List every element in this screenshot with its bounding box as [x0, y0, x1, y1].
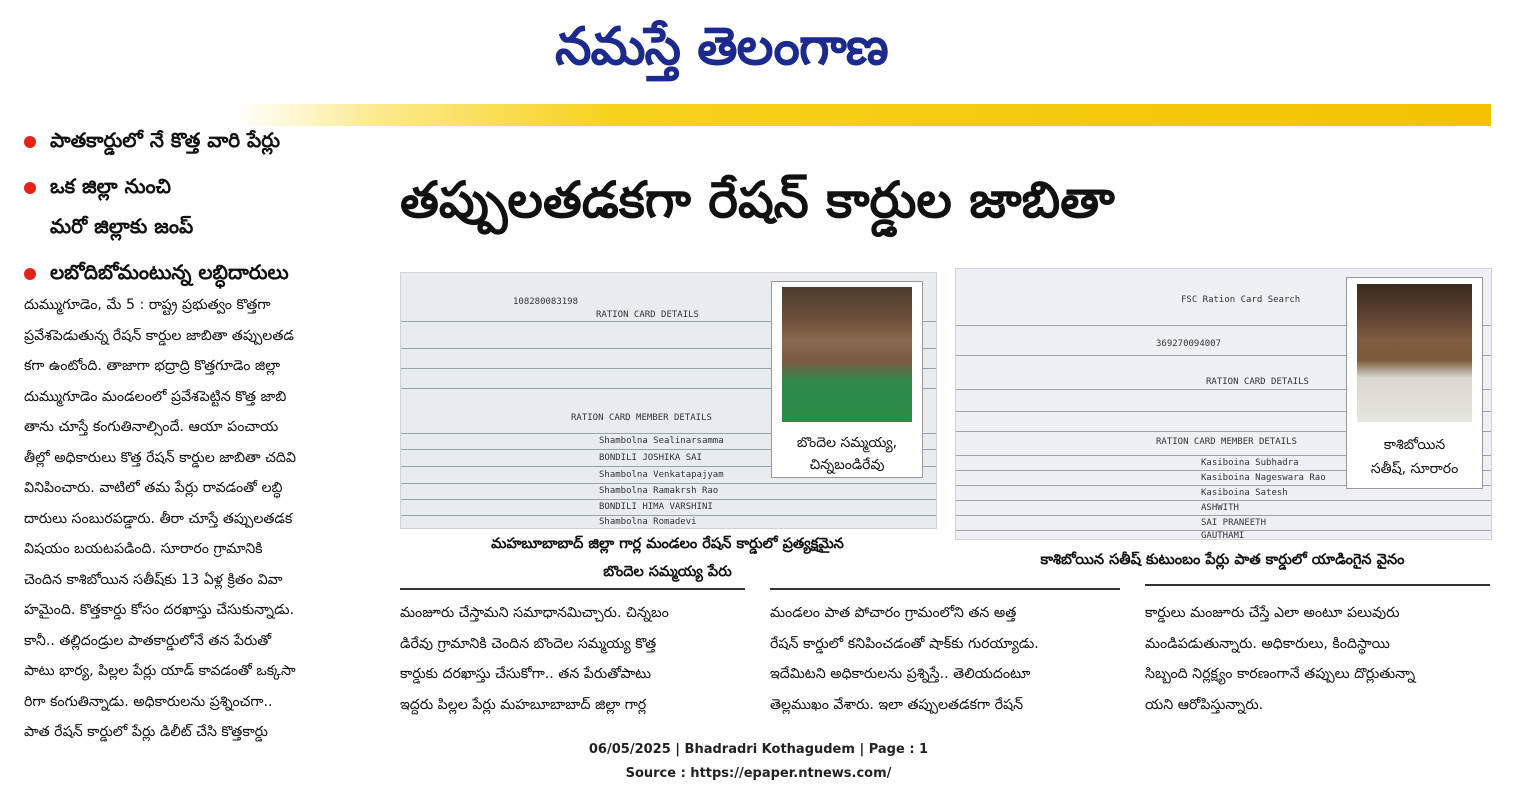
highlight-item: లబోదిబోమంటున్న లబ్ధిదారులు: [24, 260, 289, 289]
ration-card-photo-1: 108280083198 RATION CARD DETAILS RATION CARD MEMBER DETAILS Shambolna Sealinarsamma BONDILI JOSHIKA SAI Shambolna Venkatapajyam Shambolna Ramakrsh Rao BONDILI HIMA VARSHINI Shambolna Romadevi బొందెల సమ్మయ్య, చిన్నబండిరేవు: [400, 272, 937, 529]
highlight-item: ఒక జిల్లా నుంచి: [24, 174, 171, 203]
bullet-icon: [24, 182, 36, 194]
divider: [400, 588, 745, 590]
photo-2-caption: కాశిబోయిన సతీష్ కుటుంబం పేర్లు పాత కార్డులో యాడింగైన వైనం: [1040, 552, 1405, 568]
divider: [1145, 584, 1490, 586]
headline: తప్పులతడకగా రేషన్ కార్డుల జాబితా: [400, 171, 1115, 229]
portrait-satish: కాశిబోయిన సతీష్, సూరారం: [1346, 277, 1483, 489]
page-footer: 06/05/2025 | Bhadradri Kothagudem | Page : 1 Source : https://epaper.ntnews.com/: [588, 742, 929, 781]
bullet-icon: [24, 136, 36, 148]
highlight-item: మరో జిల్లాకు జంప్: [50, 214, 194, 238]
portrait-sammayya: బొందెల సమ్మయ్య, చిన్నబండిరేవు: [771, 281, 923, 478]
article-column-4: కార్డులు మంజూరు చేస్తే ఎలా అంటూ పలువురు మండిపడుతున్నారు. అధికారులు, కిందిస్థాయి సిబ్బంది నిర్లక్ష్యం కారణంగానే తప్పులు దొర్లుతున్నా యని ఆరోపిస్తున్నారు.: [1145, 605, 1416, 713]
divider: [770, 588, 1120, 590]
article-column-3: మండలం పాత పోచారం గ్రామంలోని తన అత్త రేషన్ కార్డులో కనిపించడంతో షాక్‌కు గురయ్యాడు. ఇదేమిటని అధికారులను ప్రశ్నిస్తే.. తెలియదంటూ తెల్లముఖం వేశారు. ఇలా తప్పులతడకగా రేషన్: [770, 605, 1039, 713]
photo-1-caption: మహబూబాబాద్ జిల్లా గార్ల మండలం రేషన్ కార్డులో ప్రత్యక్షమైన బొందెల సమ్మయ్య పేరు: [491, 536, 844, 580]
article-column-1: దుమ్ముగూడెం, మే 5 : రాష్ట్ర ప్రభుత్వం కొత్తగా ప్రవేశపెడుతున్న రేషన్ కార్డుల జాబితా తప్పులతడ కగా ఉంటోంది. తాజాగా భద్రాద్రి కొత్తగూడెం జిల్లా దుమ్ముగూడెం మండలంలో ప్రవేశపెట్టిన కొత్త జాబి తాను చూస్తే కంగుతినాల్సిందే. ఆయా పంచాయ తీల్లో అధికారులు కొత్త రేషన్ కార్డుల జాబితా చదివి వినిపించారు. వాటిలో తమ పేర్లు రావడంతో లబ్ధి దారులు సంబురపడ్డారు. తీరా చూస్తే తప్పులతడక విషయం బయటపడింది. సూరారం గ్రామానికి చెందిన కాశిబోయిన సతీష్‌కు 13 ఏళ్ల క్రితం వివా హమైంది. కొత్తకార్డు కోసం దరఖాస్తు చేసుకున్నాడు. కానీ.. తల్లిదండ్రుల పాతకార్డులోనే తన పేరుతో పాటు భార్య, పిల్లల పేర్లు యాడ్ కావడంతో ఒక్కసా రిగా కంగుతిన్నాడు. అధికారులను ప్రశ్నించగా.. పాత రేషన్ కార్డులో పేర్లు డిలీట్ చేసి కొత్తకార్డు: [24, 297, 296, 740]
person-photo: [1357, 284, 1472, 422]
masthead-logo: నమస్తే తెలంగాణ: [555, 17, 888, 77]
header-band: [235, 104, 1491, 126]
highlight-item: పాతకార్డులో నే కొత్త వారి పేర్లు: [24, 128, 280, 157]
person-photo: [782, 287, 912, 422]
article-column-2: మంజూరు చేస్తామని సమాధానమిచ్చారు. చిన్నబం డిరేవు గ్రామానికి చెందిన బొందెల సమ్మయ్య కొత్త కార్డుకు దరఖాస్తు చేసుకోగా.. తన పేరుతోపాటు ఇద్దరు పిల్లల పేర్లు మహబూబాబాద్ జిల్లా గార్ల: [400, 605, 669, 713]
ration-card-photo-2: FSC Ration Card Search 369270094007 RATION CARD DETAILS RATION CARD MEMBER DETAILS Kasiboina Subhadra Kasiboina Nageswara Rao Kasiboina Satesh ASHWITH SAI PRANEETH GAUTHAMI కాశిబోయిన సతీష్, సూరారం: [955, 268, 1492, 540]
bullet-icon: [24, 268, 36, 280]
